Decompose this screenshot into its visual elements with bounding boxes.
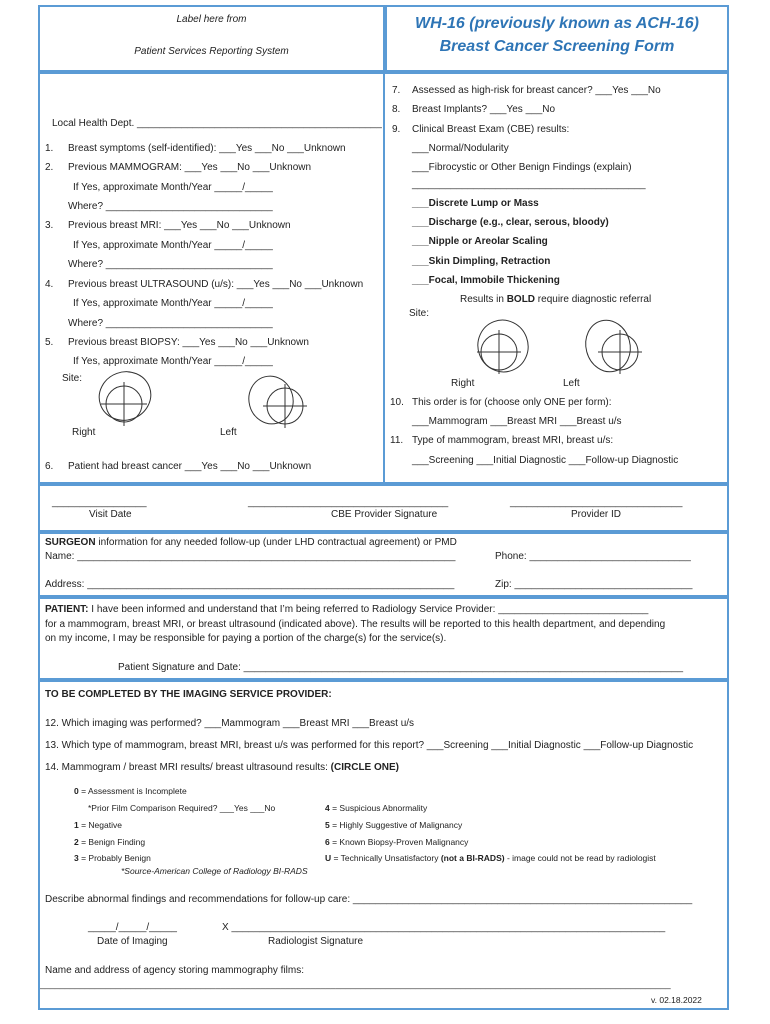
q12-imaging-performed[interactable]: 12. Which imaging was performed? ___Mammogram ___Breast MRI ___Breast u/s bbox=[45, 718, 415, 729]
visit-date-label: Visit Date bbox=[89, 509, 132, 520]
q7-number: 7. bbox=[392, 85, 401, 96]
cbe-right-label: Right bbox=[451, 378, 475, 389]
imaging-date-label: Date of Imaging bbox=[97, 936, 168, 947]
clinical-section-left bbox=[38, 72, 385, 484]
q4-previous-ultrasound[interactable]: Previous breast ULTRASOUND (u/s): ___Yes ___No ___Unknown bbox=[68, 279, 364, 290]
result-2[interactable]: 2 = Benign Finding bbox=[74, 837, 146, 847]
surgeon-phone-field[interactable]: Phone: _____________________________ bbox=[495, 551, 691, 562]
q11-options[interactable]: ___Screening ___Initial Diagnostic ___Follow-up Diagnostic bbox=[412, 455, 679, 466]
q5-left-label: Left bbox=[220, 427, 237, 438]
result-6[interactable]: 6 = Known Biopsy-Proven Malignancy bbox=[325, 837, 469, 847]
q9-cbe-results: Clinical Breast Exam (CBE) results: bbox=[412, 124, 570, 135]
q2-previous-mammogram[interactable]: Previous MAMMOGRAM: ___Yes ___No ___Unknown bbox=[68, 162, 312, 173]
breast-outline bbox=[580, 315, 636, 377]
surgeon-address-field[interactable]: Address: __________________________________________________________________ bbox=[45, 579, 455, 590]
cbe-focal-thickening[interactable]: ___Focal, Immobile Thickening bbox=[412, 275, 560, 286]
imaging-heading: TO BE COMPLETED BY THE IMAGING SERVICE PROVIDER: bbox=[45, 689, 332, 700]
result-0-prior-film[interactable]: *Prior Film Comparison Required? ___Yes ___No bbox=[88, 803, 276, 813]
result-u[interactable]: U = Technically Unsatisfactory (not a BI-RADS) - image could not be read by radiologist bbox=[325, 853, 656, 863]
q5-number: 5. bbox=[45, 337, 54, 348]
result-4[interactable]: 4 = Suspicious Abnormality bbox=[325, 803, 428, 813]
form-code: WH-16 (previously known as ACH-16) bbox=[415, 15, 699, 32]
q2-where[interactable]: Where? ______________________________ bbox=[68, 201, 273, 212]
label-line-1: Label here from bbox=[176, 14, 247, 25]
q3-date[interactable]: If Yes, approximate Month/Year _____/_____ bbox=[73, 240, 273, 251]
cbe-fibrocystic-explain[interactable]: __________________________________________ bbox=[412, 179, 646, 190]
q8-number: 8. bbox=[392, 104, 401, 115]
q3-previous-mri[interactable]: Previous breast MRI: ___Yes ___No ___Unknown bbox=[68, 220, 291, 231]
biopsy-breast-diagram-right[interactable] bbox=[95, 370, 155, 430]
radiologist-signature-field[interactable]: X ______________________________________________________________________________ bbox=[222, 922, 666, 933]
q11-type: Type of mammogram, breast MRI, breast u/s: bbox=[412, 435, 614, 446]
result-3[interactable]: 3 = Probably Benign bbox=[74, 853, 151, 863]
q4-number: 4. bbox=[45, 279, 54, 290]
q1-number: 1. bbox=[45, 143, 54, 154]
cbe-signature-label: CBE Provider Signature bbox=[331, 509, 438, 520]
biopsy-breast-diagram-left[interactable] bbox=[245, 372, 310, 432]
q2-date[interactable]: If Yes, approximate Month/Year _____/_____ bbox=[73, 182, 273, 193]
q11-number: 11. bbox=[390, 435, 404, 446]
visit-date-line[interactable]: _________________ bbox=[52, 497, 147, 508]
q5-previous-biopsy[interactable]: Previous breast BIOPSY: ___Yes ___No ___Unknown bbox=[68, 337, 309, 348]
describe-findings-field[interactable]: Describe abnormal findings and recommendations for follow-up care: _____________________________________________________________ bbox=[45, 894, 693, 905]
imaging-date-field[interactable]: _____/_____/_____ bbox=[88, 922, 177, 933]
agency-storing-films-label: Name and address of agency storing mammography films: bbox=[45, 965, 305, 976]
bold-referral-note: Results in BOLD require diagnostic referral bbox=[460, 294, 652, 305]
q10-options[interactable]: ___Mammogram ___Breast MRI ___Breast u/s bbox=[412, 416, 622, 427]
provider-id-label: Provider ID bbox=[571, 509, 622, 520]
cbe-breast-diagram-left[interactable] bbox=[580, 318, 645, 378]
birads-source: *Source-American College of Radiology BI-RADS bbox=[121, 866, 308, 876]
q13-imaging-type[interactable]: 13. Which type of mammogram, breast MRI, breast u/s was performed for this report? ___Screening ___Initial Diagnostic ___Follow-up Diagnostic bbox=[45, 740, 694, 751]
patient-consent-line-1: PATIENT: I have been informed and understand that I’m being referred to Radiology Service Provider: ___________________________ bbox=[45, 604, 649, 615]
cbe-left-label: Left bbox=[563, 378, 580, 389]
result-0[interactable]: 0 = Assessment is Incomplete bbox=[74, 786, 187, 796]
cbe-discharge[interactable]: ___Discharge (e.g., clear, serous, bloody) bbox=[412, 217, 609, 228]
q9-number: 9. bbox=[392, 124, 401, 135]
breast-outline bbox=[244, 371, 299, 429]
surgeon-name-field[interactable]: Name: ____________________________________________________________________ bbox=[45, 551, 456, 562]
q6-had-breast-cancer[interactable]: Patient had breast cancer ___Yes ___No ___Unknown bbox=[68, 461, 312, 472]
result-1[interactable]: 1 = Negative bbox=[74, 820, 122, 830]
q2-number: 2. bbox=[45, 162, 54, 173]
q3-number: 3. bbox=[45, 220, 54, 231]
cbe-breast-diagram-right[interactable] bbox=[473, 318, 543, 378]
cbe-normal[interactable]: ___Normal/Nodularity bbox=[412, 143, 509, 154]
q3-where[interactable]: Where? ______________________________ bbox=[68, 259, 273, 270]
radiologist-signature-label: Radiologist Signature bbox=[268, 936, 364, 947]
surgeon-zip-field[interactable]: Zip: ________________________________ bbox=[495, 579, 693, 590]
q5-site-label: Site: bbox=[62, 373, 83, 384]
agency-storing-films-field[interactable]: ______________________________________________________________________________________________________________________________ bbox=[40, 979, 671, 989]
q1-breast-symptoms[interactable]: Breast symptoms (self-identified): ___Yes ___No ___Unknown bbox=[68, 143, 346, 154]
cbe-signature-line[interactable]: ____________________________________ bbox=[248, 497, 449, 508]
patient-signature-field[interactable]: Patient Signature and Date: _______________________________________________________________________________ bbox=[118, 662, 683, 673]
cbe-fibrocystic[interactable]: ___Fibrocystic or Other Benign Findings (explain) bbox=[412, 162, 632, 173]
surgeon-heading: SURGEON information for any needed follow-up (under LHD contractual agreement) or PMD bbox=[45, 537, 457, 548]
label-line-2: Patient Services Reporting System bbox=[134, 46, 289, 57]
provider-id-line[interactable]: _______________________________ bbox=[510, 497, 683, 508]
q7-high-risk[interactable]: Assessed as high-risk for breast cancer? ___Yes ___No bbox=[412, 85, 661, 96]
q5-right-label: Right bbox=[72, 427, 96, 438]
patient-consent-line-3: on my income, I may be responsible for paying a portion of the charge(s) for the service(s). bbox=[45, 633, 447, 644]
form-version: v. 02.18.2022 bbox=[651, 995, 702, 1005]
q4-where[interactable]: Where? ______________________________ bbox=[68, 318, 273, 329]
cbe-skin-dimpling[interactable]: ___Skin Dimpling, Retraction bbox=[412, 256, 551, 267]
q5-date[interactable]: If Yes, approximate Month/Year _____/_____ bbox=[73, 356, 273, 367]
q10-number: 10. bbox=[390, 397, 404, 408]
local-health-dept[interactable]: Local Health Dept. ____________________________________________ bbox=[52, 118, 382, 129]
q8-implants[interactable]: Breast Implants? ___Yes ___No bbox=[412, 104, 556, 115]
q4-date[interactable]: If Yes, approximate Month/Year _____/_____ bbox=[73, 298, 273, 309]
q10-order-for: This order is for (choose only ONE per form): bbox=[412, 397, 612, 408]
cbe-site-label: Site: bbox=[409, 308, 430, 319]
q14-results: 14. Mammogram / breast MRI results/ breast ultrasound results: (CIRCLE ONE) bbox=[45, 762, 400, 773]
q6-number: 6. bbox=[45, 461, 54, 472]
patient-consent-line-2: for a mammogram, breast MRI, or breast ultrasound (indicated above). The results will be reported to this health department, and depending bbox=[45, 619, 666, 630]
cbe-discrete-lump[interactable]: ___Discrete Lump or Mass bbox=[412, 198, 539, 209]
form-title: Breast Cancer Screening Form bbox=[439, 38, 675, 55]
result-5[interactable]: 5 = Highly Suggestive of Malignancy bbox=[325, 820, 463, 830]
breast-outline bbox=[92, 365, 157, 428]
cbe-nipple-scaling[interactable]: ___Nipple or Areolar Scaling bbox=[412, 236, 548, 247]
